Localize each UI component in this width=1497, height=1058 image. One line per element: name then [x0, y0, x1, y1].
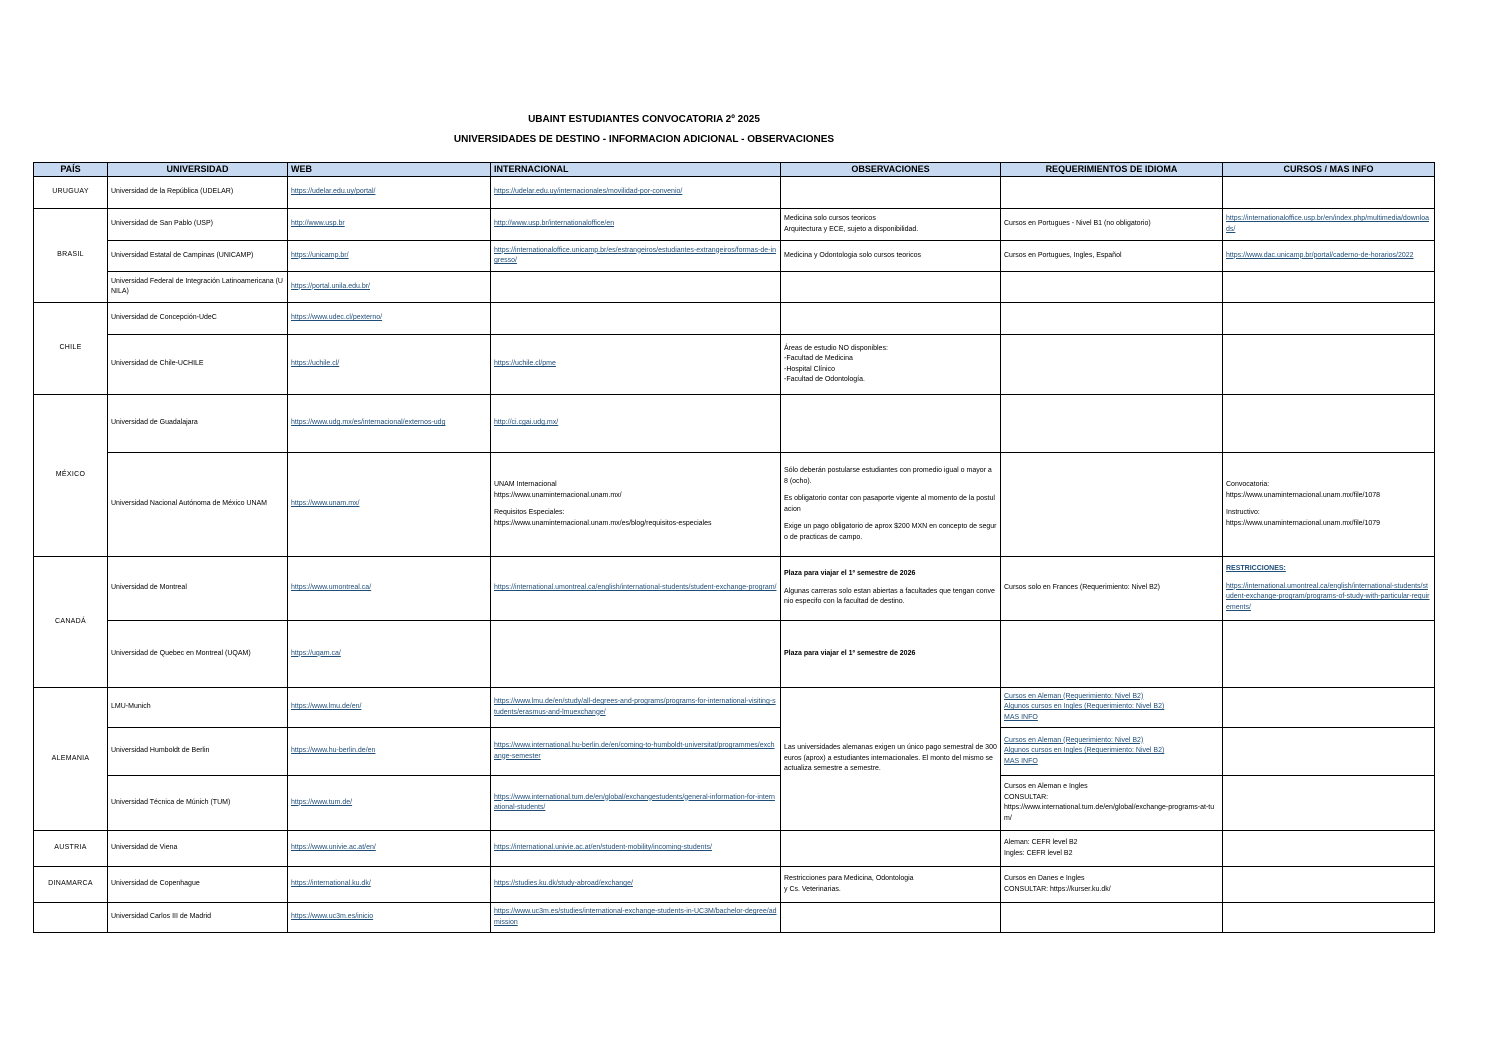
intl-link[interactable]: https://international.univie.ac.at/en/student-mobility/incoming-students/ — [494, 844, 712, 852]
idioma-link[interactable]: Algunos cursos en Ingles (Requerimiento: Nivel B2) — [1004, 747, 1165, 755]
country-mexico: MÉXICO — [34, 395, 108, 557]
obs-line: Sólo deberán postularse estudiantes con promedio igual o mayor a 8 (ocho). — [784, 467, 992, 485]
university-name: LMU-Munich — [108, 688, 288, 728]
idioma-link[interactable]: Algunos cursos en Ingles (Requerimiento: Nivel B2) — [1004, 703, 1165, 711]
web-link[interactable]: https://www.hu-berlin.de/en — [291, 747, 376, 755]
idioma-cell: Cursos en Portugues, Ingles, Español — [1001, 241, 1223, 272]
idioma-line: Cursos en Danes e Ingles — [1004, 875, 1085, 882]
obs-line: y Cs. Veterinarias. — [784, 885, 841, 893]
country-dinamarca: DINAMARCA — [34, 867, 108, 903]
document-title: UBAINT ESTUDIANTES CONVOCATORIA 2º 2025 — [528, 114, 760, 125]
observaciones-cell — [781, 557, 1001, 621]
table-row — [34, 867, 1435, 903]
table-row — [34, 395, 1435, 453]
table-row — [34, 177, 1435, 209]
university-name: Universidad Técnica de Múnich (TUM) — [108, 776, 288, 831]
intl-link[interactable]: http://www.usp.br/internationaloffice/en — [494, 220, 615, 228]
header-observaciones: OBSERVACIONES — [781, 163, 1001, 177]
web-link[interactable]: https://uchile.cl/ — [291, 360, 340, 368]
web-link[interactable]: https://www.uc3m.es/inicio — [291, 913, 374, 921]
intl-line: Requisitos Especiales: — [494, 509, 565, 516]
university-name: Universidad Nacional Autónoma de México UNAM — [108, 453, 288, 557]
university-name: Universidad de Montreal — [108, 557, 288, 621]
obs-line: Arquitectura y ECE, sujeto a disponibilidad. — [784, 225, 919, 233]
table-row — [34, 303, 1435, 335]
web-link[interactable]: https://www.udg.mx/es/internacional/externos-udg — [291, 419, 446, 427]
header-internacional: INTERNACIONAL — [491, 163, 781, 177]
idioma-cell — [1001, 776, 1223, 831]
table-row — [34, 335, 1435, 395]
intl-link[interactable]: https://udelar.edu.uy/internacionales/movilidad-por-convenio/ — [494, 188, 683, 196]
idioma-cell: Cursos solo en Frances (Requerimiento: Nivel B2) — [1001, 557, 1223, 621]
cursos-line: RESTRICCIONES: — [1226, 565, 1286, 572]
header-cursos: CURSOS / MAS INFO — [1223, 163, 1435, 177]
observaciones-cell — [781, 867, 1001, 903]
table-header-row — [34, 163, 1435, 177]
table-row — [34, 621, 1435, 688]
table-row — [34, 241, 1435, 272]
university-name: Universidad de Chile-UCHILE — [108, 335, 288, 395]
university-name: Universidad Estatal de Campinas (UNICAMP) — [108, 241, 288, 272]
web-link[interactable]: https://www.univie.ac.at/en/ — [291, 844, 376, 852]
cursos-line: Convocatoria: — [1226, 481, 1270, 488]
intl-cell — [491, 453, 781, 557]
obs-line: -Facultad de Medicina — [784, 355, 853, 362]
cursos-link[interactable]: https://internationaloffice.usp.br/en/index.php/multimedia/downloads/ — [1226, 215, 1429, 233]
country-chile: CHILE — [34, 303, 108, 395]
document-titles — [0, 110, 1288, 150]
table-row — [34, 728, 1435, 776]
idioma-line: CONSULTAR: — [1004, 793, 1049, 801]
web-link[interactable]: https://uqam.ca/ — [291, 649, 341, 657]
table-row — [34, 272, 1435, 303]
university-name: Universidad Carlos III de Madrid — [108, 903, 288, 933]
idioma-cell — [1001, 688, 1223, 728]
obs-line: Medicina solo cursos teoricos — [784, 215, 876, 222]
country-canada: CANADÁ — [34, 557, 108, 688]
table-row — [34, 557, 1435, 621]
university-name: Universidad Humboldt de Berlin — [108, 728, 288, 776]
idioma-line: Ingles: CEFR level B2 — [1004, 849, 1073, 857]
table-row — [34, 903, 1435, 933]
idioma-line: Cursos en Aleman e Ingles — [1004, 783, 1088, 790]
table-row — [34, 453, 1435, 557]
web-link[interactable]: https://international.ku.dk/ — [291, 880, 371, 888]
country-brasil: BRASIL — [34, 209, 108, 303]
university-name: Universidad de Concepción-UdeC — [108, 303, 288, 335]
observaciones-cell — [781, 209, 1001, 241]
idioma-line: CONSULTAR: https://kurser.ku.dk/ — [1004, 885, 1111, 893]
idioma-link[interactable]: https://www.international.tum.de/en/global/exchange-programs-at-tum/ — [1004, 804, 1215, 822]
intl-link[interactable]: https://uchile.cl/pme — [494, 360, 556, 368]
document-subtitle: UNIVERSIDADES DE DESTINO - INFORMACION ADICIONAL - OBSERVACIONES — [453, 134, 835, 145]
country-alemania: ALEMANIA — [34, 688, 108, 831]
obs-line: Algunas carreras solo estan abiertas a facultades que tengan convenio especifo con la facultad de destino. — [784, 587, 995, 606]
idioma-cell: Cursos en Portugues - Nivel B1 (no obligatorio) — [1001, 209, 1223, 241]
idioma-link[interactable]: Cursos en Aleman (Requerimiento: Nivel B2) — [1004, 736, 1144, 744]
header-pais: PAÍS — [34, 163, 108, 177]
observaciones-cell: Plaza para viajar el 1º semestre de 2026 — [781, 621, 1001, 688]
table-row — [34, 831, 1435, 867]
obs-line: Áreas de estudio NO disponibles: — [784, 344, 888, 352]
cursos-link[interactable]: https://www.unaminternacional.unam.mx/file/1078 — [1226, 491, 1381, 499]
intl-link[interactable]: https://international.umontreal.ca/english/international-students/student-exchange-program/ — [494, 584, 777, 592]
intl-link[interactable]: https://www.lmu.de/en/study/all-degrees-and-programs/programs-for-international-visiting-students/erasmus-and-lmuexchange/ — [494, 698, 776, 716]
cursos-link[interactable]: https://www.dac.unicamp.br/portal/caderno-de-horarios/2022 — [1226, 251, 1414, 259]
web-link[interactable]: https://www.lmu.de/en/ — [291, 703, 362, 711]
university-name: Universidad de San Pablo (USP) — [108, 209, 288, 241]
university-name: Universidad de Guadalajara — [108, 395, 288, 453]
observaciones-cell — [781, 453, 1001, 557]
table-row — [34, 209, 1435, 241]
idioma-line: Aleman: CEFR level B2 — [1004, 839, 1078, 846]
idioma-cell — [1001, 831, 1223, 867]
cursos-cell — [1223, 557, 1435, 621]
obs-line: -Hospital Clínico — [784, 365, 835, 373]
intl-link[interactable]: http://ci.cgai.udg.mx/ — [494, 419, 559, 427]
country-cell — [34, 903, 108, 933]
cursos-line: Instructivo: — [1226, 509, 1260, 516]
idioma-cell — [1001, 867, 1223, 903]
table-row — [34, 688, 1435, 728]
cursos-link[interactable]: https://www.unaminternacional.unam.mx/file/1079 — [1226, 519, 1381, 527]
obs-line: Es obligatorio contar con pasaporte vigente al momento de la postulacion — [784, 495, 995, 513]
intl-link[interactable]: https://www.international.tum.de/en/global/exchangestudents/general-information-for-international-students/ — [494, 793, 775, 811]
observaciones-cell: Medicina y Odontologia solo cursos teoricos — [781, 241, 1001, 272]
country-austria: AUSTRIA — [34, 831, 108, 867]
header-idioma: REQUERIMIENTOS DE IDIOMA — [1001, 163, 1223, 177]
intl-link[interactable]: https://www.unaminternacional.unam.mx/es/blog/requisitos-especiales — [494, 519, 712, 527]
obs-line: Plaza para viajar el 1º semestre de 2026 — [784, 570, 916, 578]
university-name: Universidad Federal de Integración Latinoamericana (UNILA) — [108, 272, 288, 303]
mas-info-link[interactable]: MAS INFO — [1004, 713, 1038, 721]
university-name: Universidad de la República (UDELAR) — [108, 177, 288, 209]
intl-link[interactable]: https://www.unaminternacional.unam.mx/ — [494, 491, 622, 499]
cursos-link[interactable]: https://international.umontreal.ca/english/international-students/student-exchange-program/programs-of-study-with-particular-requirements/ — [1226, 582, 1430, 611]
obs-line: -Facultad de Odontología. — [784, 376, 865, 383]
intl-link[interactable]: https://studies.ku.dk/study-abroad/exchange/ — [494, 880, 633, 888]
obs-line: Restricciones para Medicina, Odontologia — [784, 875, 914, 882]
web-link[interactable]: https://www.umontreal.ca/ — [291, 584, 372, 592]
university-name: Universidad de Copenhague — [108, 867, 288, 903]
observaciones-cell — [781, 335, 1001, 395]
intl-link[interactable]: https://internationaloffice.unicamp.br/es/estrangeiros/estudiantes-extrangeiros/formas-de-ingresso/ — [494, 246, 776, 264]
university-name: Universidad de Viena — [108, 831, 288, 867]
web-link[interactable]: https://www.udec.cl/pexterno/ — [291, 314, 383, 322]
country-uruguay: URUGUAY — [34, 177, 108, 209]
observaciones-cell: Las universidades alemanas exigen un único pago semestral de 300 euros (aprox) a estudiantes internacionales. El monto del mismo se actualiza semestre a semestre. — [781, 688, 1001, 831]
obs-line: Exige un pago obligatorio de aprox $200 MXN en concepto de seguro de practicas de campo. — [784, 523, 997, 541]
header-web: WEB — [288, 163, 491, 177]
intl-link[interactable]: https://www.international.hu-berlin.de/en/coming-to-humboldt-universitat/programmes/exchange-semester — [494, 742, 775, 760]
university-name: Universidad de Quebec en Montreal (UQAM) — [108, 621, 288, 688]
web-link[interactable]: https://unicamp.br/ — [291, 251, 349, 259]
intl-line: UNAM Internacional — [494, 481, 557, 488]
mas-info-link[interactable]: MAS INFO — [1004, 757, 1038, 765]
intl-link[interactable]: https://www.uc3m.es/studies/international-exchange-students-in-UC3M/bachelor-degree/admission — [494, 908, 777, 926]
web-link[interactable]: https://portal.unila.edu.br/ — [291, 282, 370, 290]
web-link[interactable]: https://www.tum.de/ — [291, 798, 353, 806]
web-link[interactable]: http://www.usp.br — [291, 220, 345, 228]
web-link[interactable]: https://udelar.edu.uy/portal/ — [291, 188, 376, 196]
table-row — [34, 776, 1435, 831]
universities-table — [33, 162, 1435, 933]
idioma-cell — [1001, 728, 1223, 776]
cursos-cell — [1223, 453, 1435, 557]
web-link[interactable]: https://www.unam.mx/ — [291, 500, 360, 508]
idioma-link[interactable]: Cursos en Aleman (Requerimiento: Nivel B2) — [1004, 692, 1144, 700]
header-universidad: UNIVERSIDAD — [108, 163, 288, 177]
